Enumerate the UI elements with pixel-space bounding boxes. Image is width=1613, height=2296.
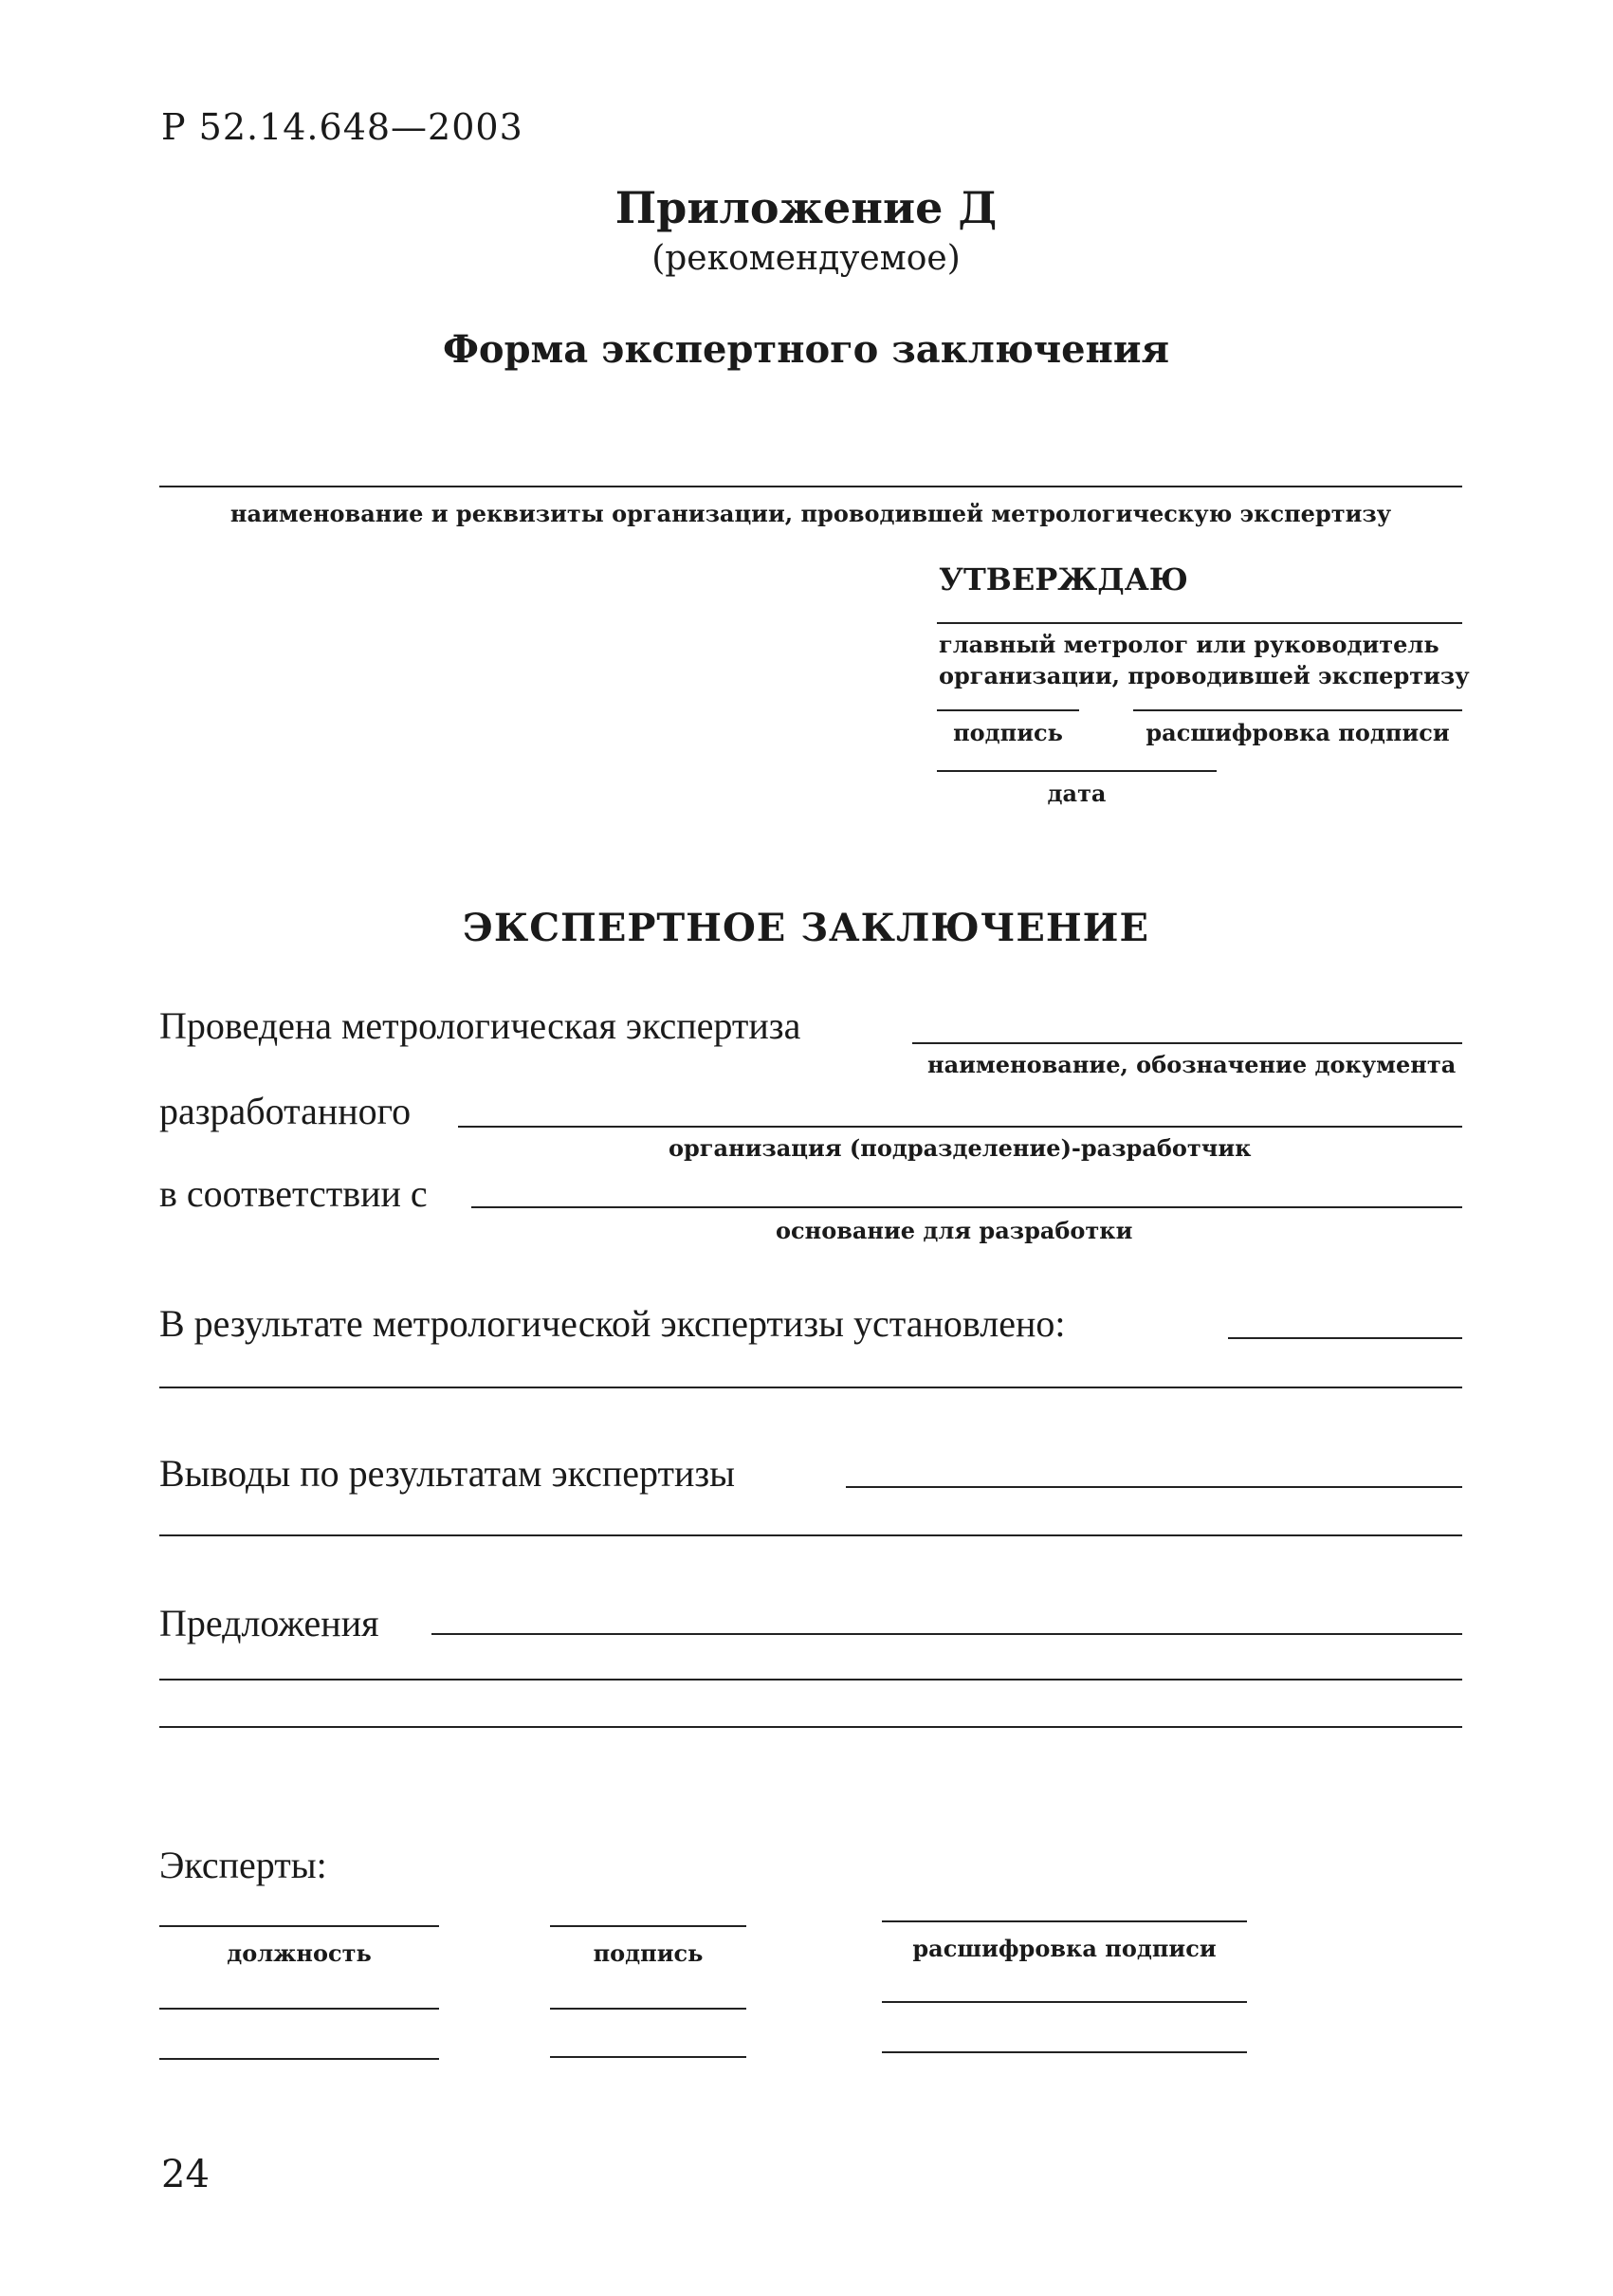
expert-position-caption: должность — [227, 1939, 372, 1967]
expertise-label: Проведена метрологическая экспертиза — [159, 1004, 801, 1047]
approval-date-caption: дата — [1047, 780, 1107, 807]
expert-signature-line-2[interactable] — [550, 2008, 746, 2010]
developer-caption: организация (подразделение)-разработчик — [669, 1134, 1252, 1162]
page-number: 24 — [161, 2153, 210, 2196]
basis-caption: основание для разработки — [776, 1217, 1133, 1244]
expert-decode-caption: расшифровка подписи — [912, 1935, 1217, 1962]
approver-role-line[interactable] — [937, 622, 1462, 624]
developer-line[interactable] — [458, 1126, 1462, 1128]
developed-label: разработанного — [159, 1090, 412, 1132]
expertise-document-line[interactable] — [912, 1042, 1462, 1044]
approver-role-caption-1: главный метролог или руководитель — [939, 631, 1439, 658]
expert-position-line-2[interactable] — [159, 2008, 439, 2010]
conclusions-line-1[interactable] — [846, 1486, 1462, 1488]
approval-date-line[interactable] — [937, 770, 1217, 772]
experts-label: Эксперты: — [159, 1844, 327, 1886]
approver-signature-decode-caption: расшифровка подписи — [1146, 719, 1450, 746]
result-line-1[interactable] — [1228, 1337, 1462, 1339]
organization-line[interactable] — [159, 486, 1462, 487]
approver-signature-decode-line[interactable] — [1133, 709, 1462, 711]
approval-heading: УТВЕРЖДАЮ — [939, 561, 1188, 597]
result-label: В результате метрологической экспертизы установлено: — [159, 1302, 1066, 1345]
expert-decode-line-2[interactable] — [882, 2001, 1247, 2003]
result-line-2[interactable] — [159, 1387, 1462, 1388]
conclusion-title: ЭКСПЕРТНОЕ ЗАКЛЮЧЕНИЕ — [463, 906, 1149, 950]
according-label: в соответствии с — [159, 1172, 428, 1215]
form-title: Форма экспертного заключения — [442, 327, 1170, 372]
document-number: Р 52.14.648—2003 — [161, 106, 523, 148]
approver-role-caption-2: организации, проводившей экспертизу — [939, 662, 1470, 689]
expert-decode-line-3[interactable] — [882, 2051, 1247, 2053]
proposals-line-2[interactable] — [159, 1679, 1462, 1681]
proposals-line-3[interactable] — [159, 1726, 1462, 1728]
proposals-line-1[interactable] — [431, 1633, 1462, 1635]
expert-decode-line[interactable] — [882, 1920, 1247, 1922]
approver-signature-line[interactable] — [937, 709, 1079, 711]
proposals-label: Предложения — [159, 1602, 379, 1644]
appendix-title: Приложение Д — [614, 182, 998, 233]
expert-signature-caption: подпись — [593, 1939, 704, 1967]
approver-signature-caption: подпись — [953, 719, 1063, 746]
basis-line[interactable] — [471, 1206, 1462, 1208]
expert-signature-line[interactable] — [550, 1925, 746, 1927]
expert-position-line-3[interactable] — [159, 2058, 439, 2060]
expertise-document-caption: наименование, обозначение документа — [927, 1051, 1457, 1078]
organization-caption: наименование и реквизиты организации, проводившей метрологическую экспертизу — [229, 500, 1392, 527]
expert-position-line[interactable] — [159, 1925, 439, 1927]
conclusions-line-2[interactable] — [159, 1534, 1462, 1536]
conclusions-label: Выводы по результатам экспертизы — [159, 1452, 736, 1495]
expert-signature-line-3[interactable] — [550, 2056, 746, 2058]
appendix-status: (рекомендуемое) — [651, 239, 961, 278]
